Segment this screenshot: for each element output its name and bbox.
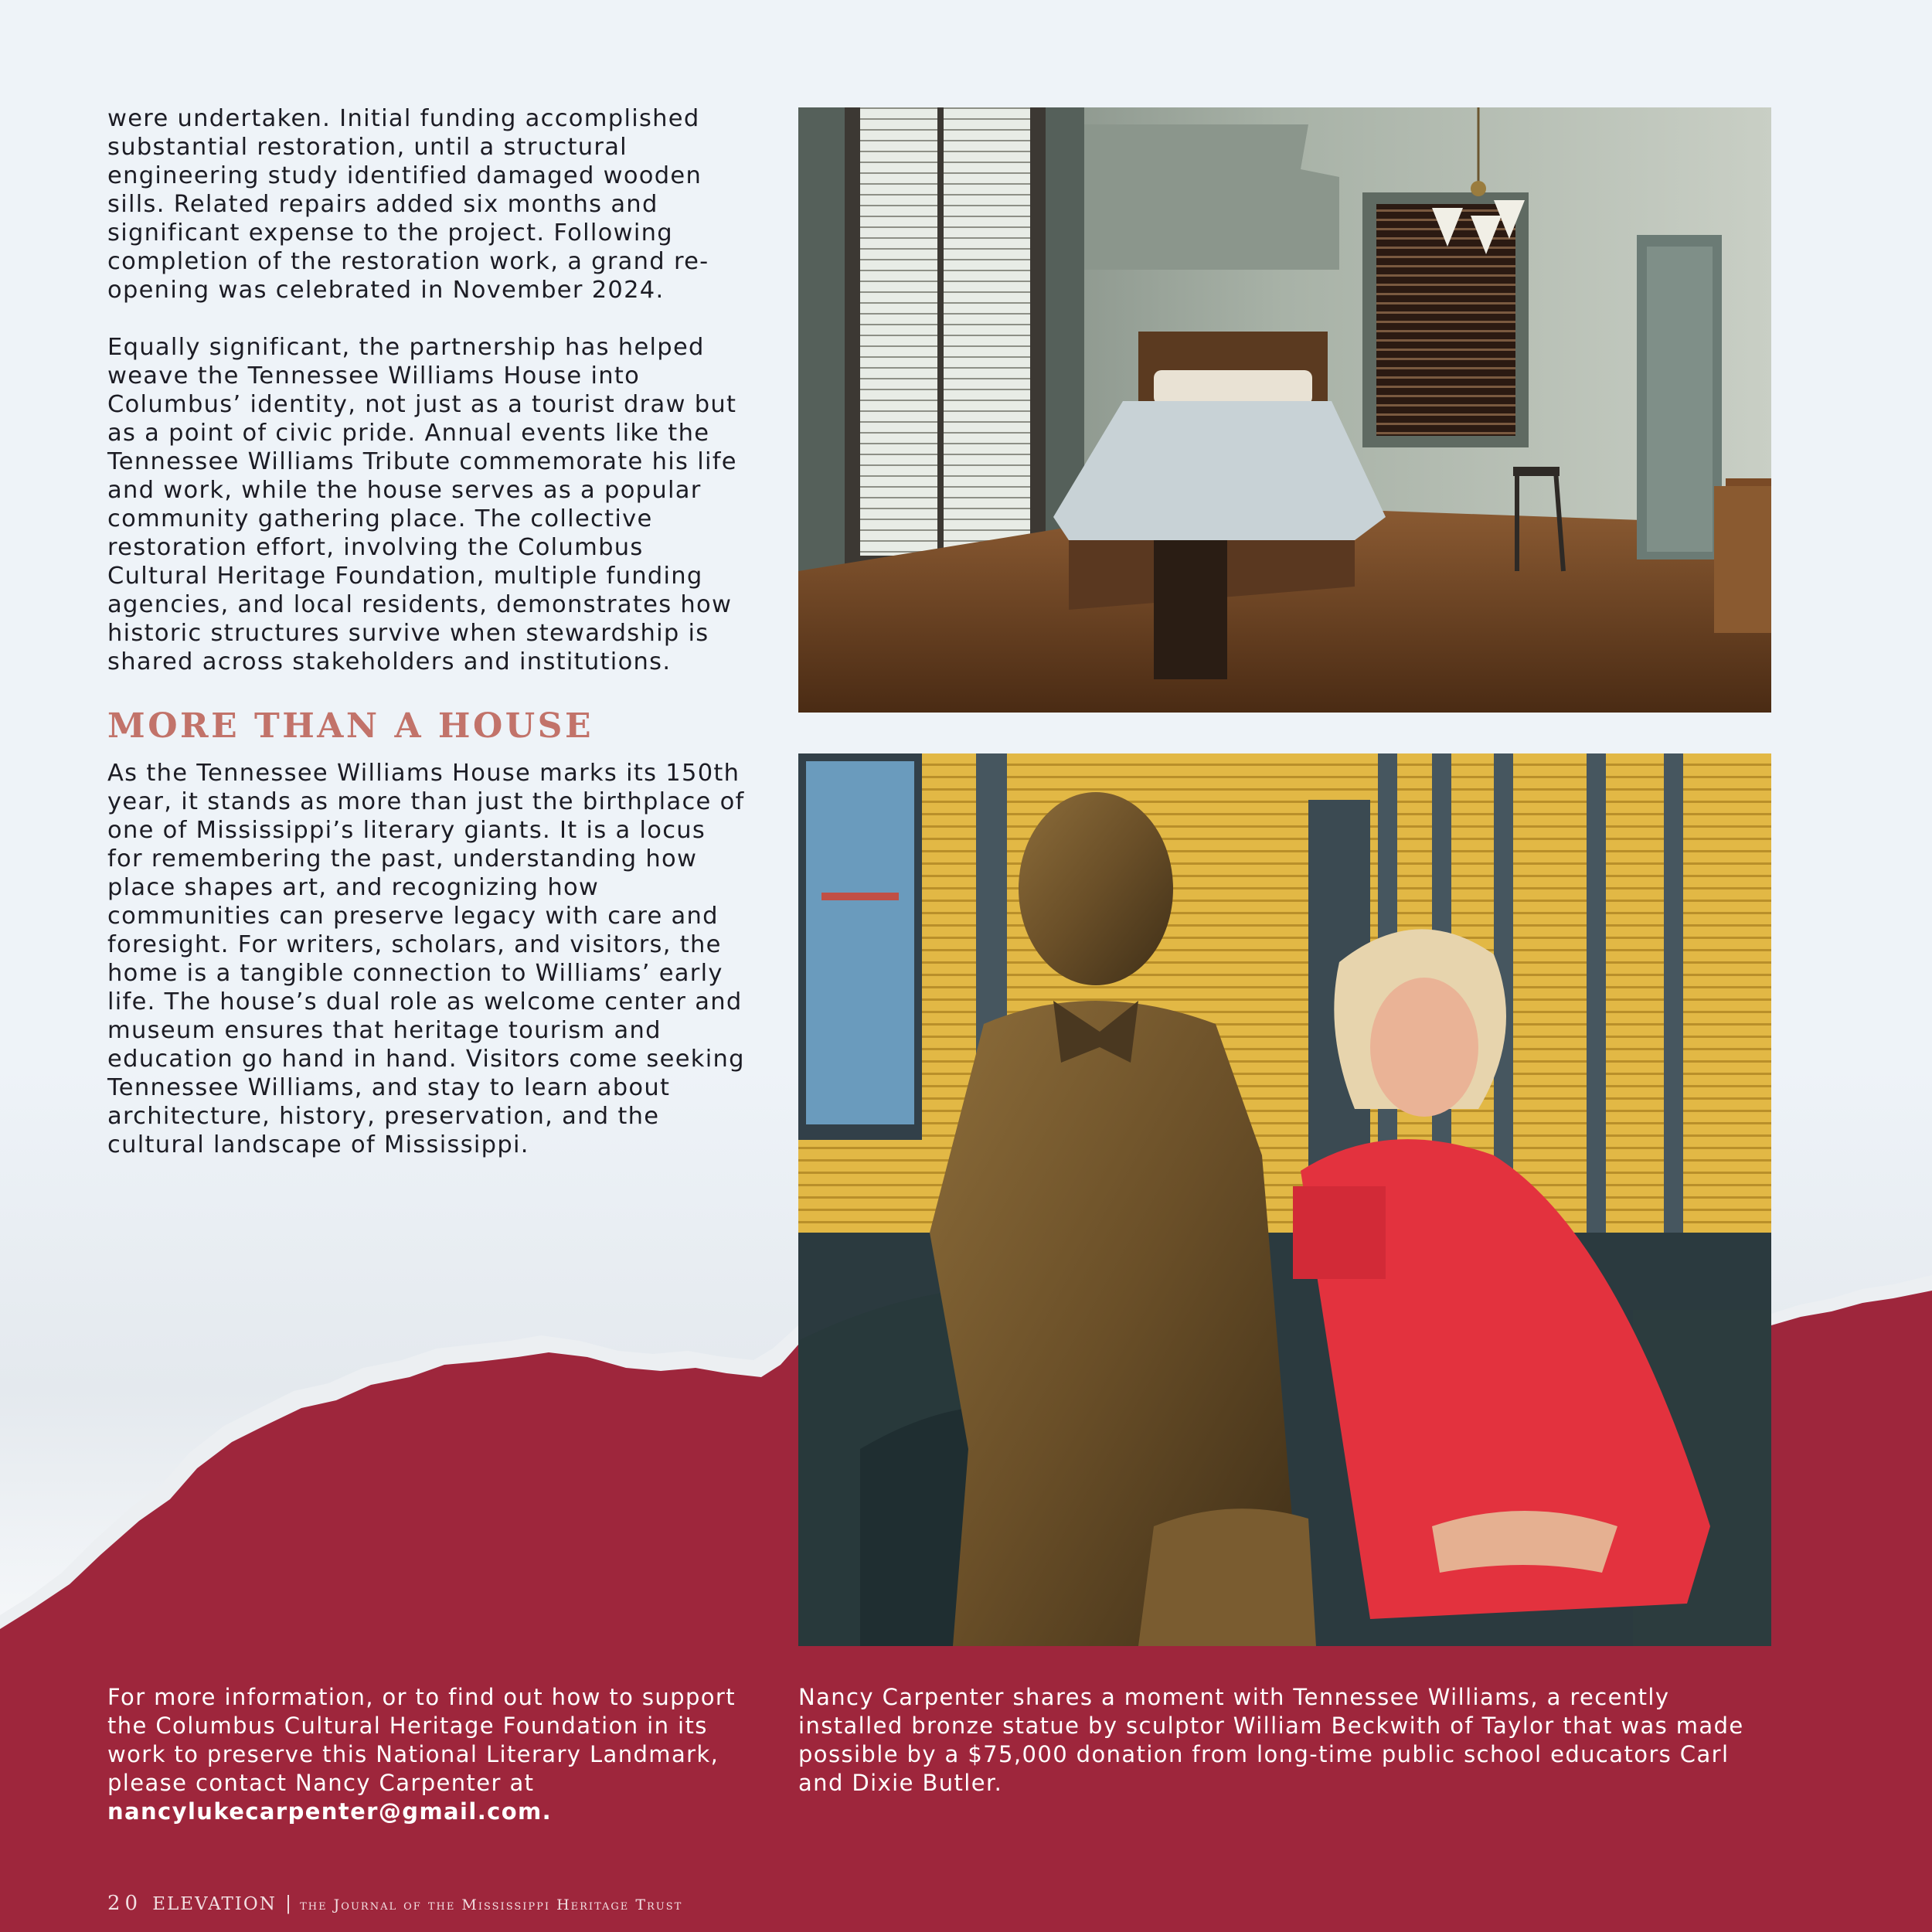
magazine-title: ELEVATION	[152, 1894, 277, 1914]
article-body	[107, 104, 749, 1188]
contact-note	[107, 1683, 772, 1826]
section-heading: MORE THAN A HOUSE	[107, 706, 594, 746]
footer-separator: |	[284, 1893, 292, 1914]
contact-text: For more information, or to find out how to support the Columbus Cultural Heritage Foundation in its work to preserve this National Literary Landmark, please contact Nancy Carpenter at	[107, 1684, 736, 1796]
article-paragraph: As the Tennessee Williams House marks its 150th year, it stands as more than just the birthplace of one of Mississippi’s literary giants. It is a locus for remembering the past, understanding how place shapes art, and recognizing how communities can preserve legacy with care and foresight. For writers, scholars, and visitors, the home is a tangible connection to Williams’ early life. The house’s dual role as welcome center and museum ensures that heritage tourism and education go hand in hand. Visitors come seeking Tennessee Williams, and stay to learn about architecture, history, preservation, and the cultural landscape of Mississippi.	[107, 760, 745, 1158]
photo-caption: Nancy Carpenter shares a moment with Tennessee Williams, a recently installed bronze statue by sculptor William Beckwith of Taylor that was made possible by a $75,000 donation from long-time public school educators Carl and Dixie Butler.	[798, 1684, 1744, 1796]
contact-email-link[interactable]: nancylukecarpenter@gmail.com.	[107, 1798, 553, 1825]
page-footer	[107, 1892, 682, 1915]
bedroom-photo	[798, 107, 1771, 713]
article-paragraph: were undertaken. Initial funding accomplished substantial restoration, until a structural engineering study identified damaged wooden sills. Related repairs added six months and significant expense to the project. Following completion of the restoration work, a grand re-opening was celebrated in November 2024.	[107, 105, 709, 304]
article-paragraph: Equally significant, the partnership has helped weave the Tennessee Williams House into Columbus’ identity, not just as a tourist draw but as a point of civic pride. Annual events like the Tennessee Williams Tribute commemorate his life and work, while the house serves as a popular community gathering place. The collective restoration effort, involving the Columbus Cultural Heritage Foundation, multiple funding agencies, and local residents, demonstrates how historic structures survive when stewardship is shared across stakeholders and institutions.	[107, 334, 737, 675]
page-number: 20	[107, 1892, 143, 1915]
statue-photo	[798, 753, 1771, 1646]
journal-title: the Journal of the Mississippi Heritage Trust	[300, 1896, 683, 1913]
